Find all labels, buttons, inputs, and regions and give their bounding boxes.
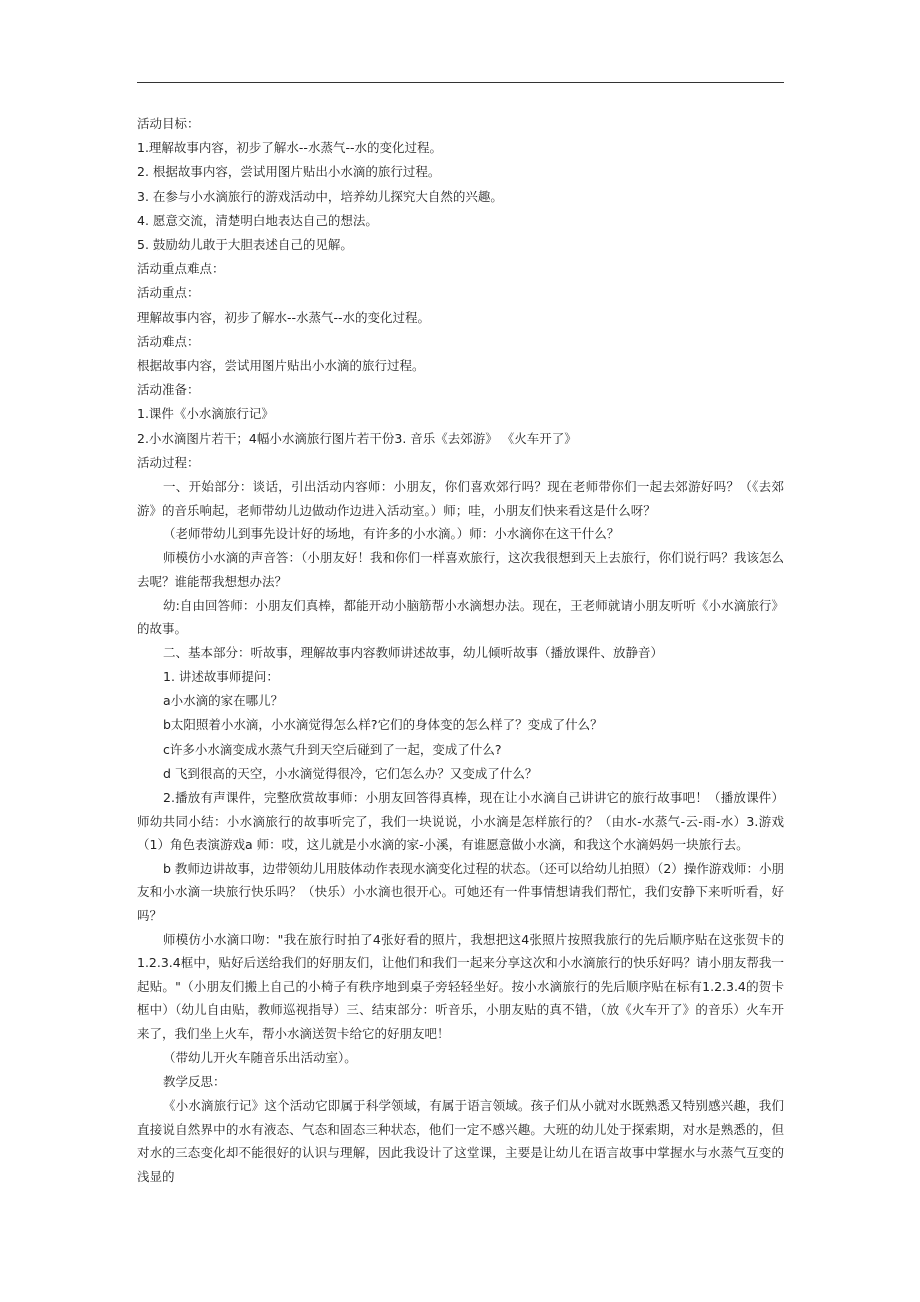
- goal-item: 2. 根据故事内容，尝试用图片贴出小水滴的旅行过程。: [137, 164, 441, 180]
- goal-item: 1.理解故事内容，初步了解水--水蒸气--水的变化过程。: [137, 140, 442, 156]
- heading-difficulty: 活动难点：: [137, 333, 200, 349]
- heading-process: 活动过程：: [137, 454, 200, 470]
- document-body: [137, 112, 784, 1188]
- heading-reflection: 教学反思：: [163, 1073, 226, 1089]
- heading-preparation: 活动准备：: [137, 382, 200, 398]
- preparation-item: 2.小水滴图片若干；4幅小水滴旅行图片若干份3. 音乐《去郊游》 《火车开了》: [137, 430, 577, 446]
- focus-text: 理解故事内容，初步了解水--水蒸气--水的变化过程。: [137, 309, 431, 325]
- process-paragraph: 二、基本部分：听故事，理解故事内容教师讲述故事，幼儿倾听故事（播放课件、放静音）: [163, 644, 664, 660]
- preparation-item: 1.课件《小水滴旅行记》: [137, 406, 274, 422]
- reflection-paragraph: 《小水滴旅行记》这个活动它即属于科学领域，有属于语言领域。孩子们从小就对水既熟悉又特别感兴趣，我们直接说自然界中的水有液态、气态和固态三种状态，他们一定不感兴趣。大班的幼儿处于探索期，对水是熟悉的，但对水的三态变化却不能很好的认识与理解，因此我设计了这堂课，主要是让幼儿在语言故事中掌握水与水蒸气互变的浅显的: [137, 1097, 784, 1184]
- question-item: b太阳照着小水滴，小水滴觉得怎么样?它们的身体变的怎么样了？变成了什么？: [163, 717, 603, 733]
- question-item: a小水滴的家在哪儿？: [163, 693, 284, 709]
- goal-item: 3. 在参与小水滴旅行的游戏活动中，培养幼儿探究大自然的兴趣。: [137, 188, 503, 204]
- process-paragraph: 1. 讲述故事师提问：: [163, 669, 279, 685]
- heading-focus: 活动重点：: [137, 285, 200, 301]
- process-paragraph: 一、开始部分：谈话，引出活动内容师：小朋友，你们喜欢郊行吗？现在老师带你们一起去郊游好吗？（《去郊游》的音乐响起，老师带幼儿边做动作边进入活动室。）师；哇，小朋友们快来看这是什么呀？: [137, 479, 784, 518]
- process-paragraph: （老师带幼儿到事先设计好的场地，有许多的小水滴。）师：小水滴你在这干什么？: [163, 526, 620, 542]
- heading-key-points: 活动重点难点：: [137, 261, 225, 277]
- process-paragraph: （带幼儿开火车随音乐出活动室）。: [163, 1049, 357, 1065]
- question-item: c许多小水滴变成水蒸气升到天空后碰到了一起，变成了什么?: [163, 741, 502, 757]
- goal-item: 5. 鼓励幼儿敢于大胆表述自己的见解。: [137, 237, 353, 253]
- question-item: d 飞到很高的天空，小水滴觉得很冷，它们怎么办？又变成了什么？: [163, 765, 538, 781]
- header-rule: [137, 82, 784, 83]
- process-paragraph: 幼:自由回答师：小朋友们真棒，都能开动小脑筋帮小水滴想办法。现在，王老师就请小朋友听听《小水滴旅行》的故事。: [137, 597, 784, 637]
- process-paragraph: 师模仿小水滴口吻："我在旅行时拍了4张好看的照片，我想把这4张照片按照我旅行的先后顺序贴在这张贺卡的1.2.3.4框中，贴好后送给我们的好朋友们，让他们和我们一起来分享这次和小水滴旅行的快乐好吗？请小朋友帮我一起贴。"（小朋友们搬上自己的小椅子有秩序地到桌子旁轻轻坐好。按小水滴旅行的先后顺序贴在标有1.2.3.4的贺卡框中）（幼儿自由贴，教师巡视指导）三、结束部分：听音乐，小朋友贴的真不错，（放《火车开了》的音乐）火车开来了，我们坐上火车，帮小水滴送贺卡给它的好朋友吧！: [137, 931, 784, 1041]
- process-paragraph: b 教师边讲故事，边带领幼儿用肢体动作表现水滴变化过程的状态。（还可以给幼儿拍照）（2）操作游戏师：小朋友和小水滴一块旅行快乐吗？（快乐）小水滴也很开心。可她还有一件事情想请我们帮忙，我们安静下来听听看，好吗？: [137, 860, 784, 923]
- goal-item: 4. 愿意交流，清楚明白地表达自己的想法。: [137, 212, 378, 228]
- process-paragraph: 2.播放有声课件，完整欣赏故事师：小朋友回答得真棒，现在让小水滴自己讲讲它的旅行故事吧！（播放课件）师幼共同小结：小水滴旅行的故事听完了，我们一块说说，小水滴是怎样旅行的？（由水-水蒸气-云-雨-水）3.游戏（1）角色表演游戏a 师：哎，这儿就是小水滴的家-小溪，有谁愿意做小水滴，和我这个水滴妈妈一块旅行去。: [137, 790, 784, 853]
- difficulty-text: 根据故事内容，尝试用图片贴出小水滴的旅行过程。: [137, 358, 425, 374]
- process-paragraph: 师模仿小水滴的声音答：（小朋友好！我和你们一样喜欢旅行，这次我很想到天上去旅行，你们说行吗？我该怎么去呢？谁能帮我想想办法？: [137, 550, 784, 590]
- heading-goals: 活动目标：: [137, 116, 200, 131]
